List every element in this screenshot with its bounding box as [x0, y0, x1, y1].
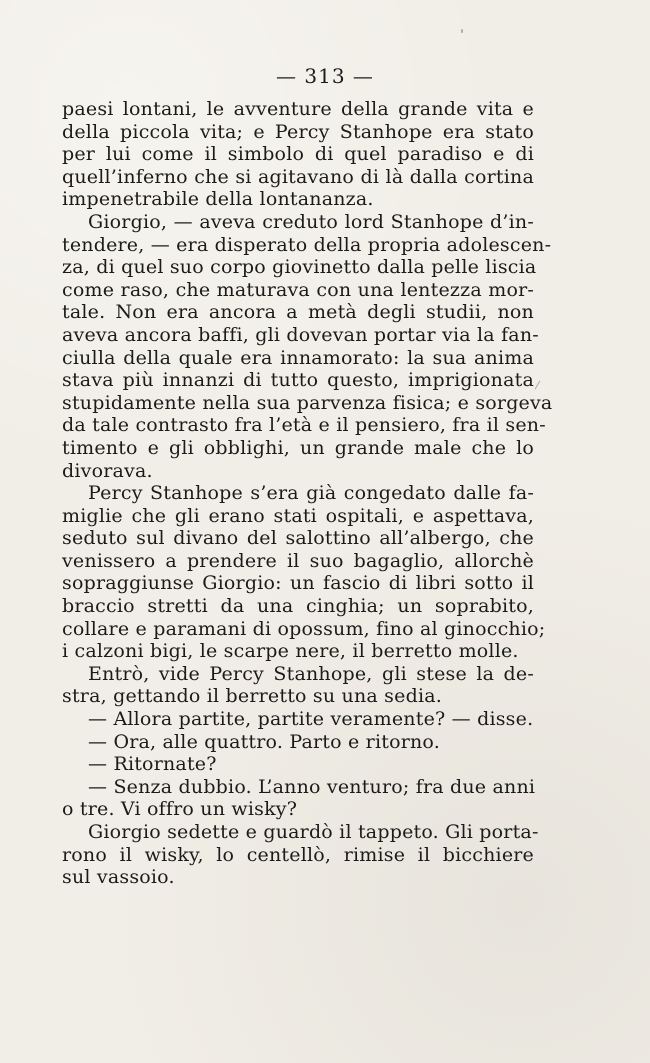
text-line: seduto sul divano del salottino all’albergo, che: [62, 527, 534, 550]
text-line: Giorgio sedette e guardò il tappeto. Gli porta-: [88, 821, 539, 843]
text-line: Entrò, vide Percy Stanhope, gli stese la de-: [88, 662, 534, 685]
text-line: sopraggiunse Giorgio: un fascio di libri sotto il: [62, 572, 534, 595]
text-line: quell’inferno che si agitavano di là dalla cortina: [62, 165, 534, 188]
text-line: tendere, — era disperato della propria adolescen-: [62, 233, 552, 256]
text-line: i calzoni bigi, le scarpe nere, il berretto molle.: [62, 640, 519, 663]
text-line: o tre. Vi offro un wisky?: [62, 798, 298, 821]
text-line: impenetrabile della lontananza.: [62, 188, 374, 211]
text-line: timento e gli obblighi, un grande male che lo: [62, 436, 534, 459]
text-line: ciulla della quale era innamorato: la sua anima: [62, 346, 534, 369]
text-line: — Senza dubbio. L’anno venturo; fra due anni: [88, 775, 536, 798]
text-line: — Ritornate?: [88, 753, 217, 776]
text-line: — Ora, alle quattro. Parto e ritorno.: [88, 730, 440, 753]
text-line: della piccola vita; e Percy Stanhope era stato: [62, 120, 534, 143]
text-line: — Allora partite, partite veramente? — disse.: [88, 708, 534, 731]
text-line: aveva ancora baffi, gli dovevan portar via la fan-: [62, 323, 539, 346]
text-line: divorava.: [62, 459, 153, 482]
text-line: tale. Non era ancora a metà degli studii, non: [62, 301, 534, 324]
text-line: stupidamente nella sua parvenza fisica; e sorgeva: [62, 391, 553, 414]
text-line: braccio stretti da una cinghia; un soprabito,: [62, 595, 534, 618]
text-line: Percy Stanhope s’era già congedato dalle fa-: [88, 482, 534, 505]
text-line: collare e paramani di opossum, fino al ginocchio;: [62, 617, 546, 640]
text-line: miglie che gli erano stati ospitali, e aspettava,: [62, 504, 534, 527]
text-line: per lui come il simbolo di quel paradiso e di: [62, 143, 534, 166]
text-line: sul vassoio.: [62, 866, 175, 889]
text-line: paesi lontani, le avventure della grande vita e: [62, 98, 534, 120]
text-line: za, di quel suo corpo giovinetto dalla pelle liscia: [62, 256, 537, 279]
text-line: stava più innanzi di tutto questo, imprigionata: [62, 369, 534, 392]
print-speck: [461, 29, 463, 33]
text-line: come raso, che maturava con una lentezza mor-: [62, 278, 534, 301]
page-number: — 313 —: [276, 64, 374, 88]
print-speck: [535, 380, 541, 389]
text-line: Giorgio, — aveva creduto lord Stanhope d’in-: [88, 210, 534, 233]
text-line: rono il wisky, lo centellò, rimise il bicchiere: [62, 843, 534, 866]
text-line: da tale contrasto fra l’età e il pensiero, fra il sen-: [62, 414, 546, 437]
body-text: [62, 98, 553, 889]
text-line: venissero a prendere il suo bagaglio, allorchè: [62, 549, 534, 572]
text-line: stra, gettando il berretto su una sedia.: [62, 685, 442, 708]
